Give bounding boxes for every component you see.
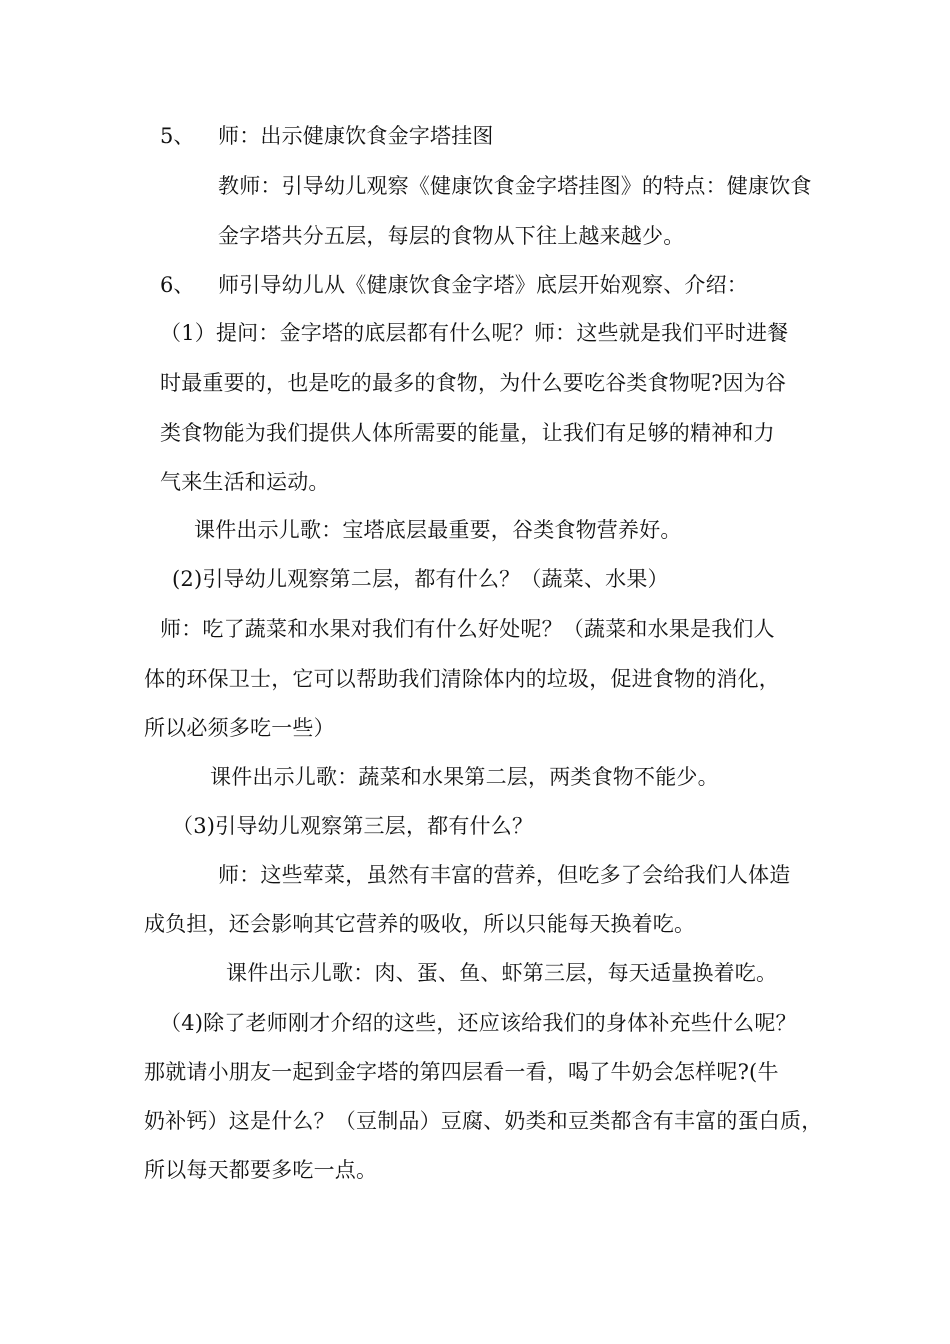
paragraph-line: 那就请小朋友一起到金字塔的第四层看一看，喝了牛奶会怎样呢?(牛 bbox=[144, 1060, 779, 1084]
rhyme-line: 课件出示儿歌：蔬菜和水果第二层，两类食物不能少。 bbox=[210, 765, 719, 789]
paragraph-line: 师：这些荤菜，虽然有丰富的营养，但吃多了会给我们人体造 bbox=[218, 863, 791, 887]
paragraph-line: 师：吃了蔬菜和水果对我们有什么好处呢？（蔬菜和水果是我们人 bbox=[160, 617, 775, 641]
paragraph-line: （3)引导幼儿观察第三层，都有什么？ bbox=[172, 814, 534, 838]
rhyme-line: 课件出示儿歌：肉、蛋、鱼、虾第三层，每天适量换着吃。 bbox=[226, 961, 778, 985]
paragraph-line: 体的环保卫士，它可以帮助我们清除体内的垃圾，促进食物的消化， bbox=[144, 667, 780, 691]
paragraph-line: 时最重要的，也是吃的最多的食物，为什么要吃谷类食物呢?因为谷 bbox=[160, 371, 787, 395]
paragraph-line: 所以必须多吃一些） bbox=[144, 716, 335, 740]
paragraph-line: 成负担，还会影响其它营养的吸收，所以只能每天换着吃。 bbox=[144, 912, 696, 936]
item-5-title: 师：出示健康饮食金字塔挂图 bbox=[218, 124, 494, 148]
paragraph-line: 奶补钙）这是什么？（豆制品）豆腐、奶类和豆类都含有丰富的蛋白质， bbox=[144, 1109, 823, 1133]
paragraph-line: 气来生活和运动。 bbox=[160, 470, 330, 494]
paragraph-line: 类食物能为我们提供人体所需要的能量，让我们有足够的精神和力 bbox=[160, 421, 775, 445]
paragraph-line: （1）提问：金字塔的底层都有什么呢？师：这些就是我们平时进餐 bbox=[160, 321, 789, 345]
paragraph-line: 教师：引导幼儿观察《健康饮食金字塔挂图》的特点：健康饮食 bbox=[218, 174, 812, 198]
paragraph-line: 金字塔共分五层，每层的食物从下往上越来越少。 bbox=[218, 224, 685, 248]
item-number-6: 6、 bbox=[160, 273, 195, 297]
paragraph-line: 所以每天都要多吃一点。 bbox=[144, 1158, 378, 1182]
item-number-5: 5、 bbox=[160, 124, 195, 148]
paragraph-line: （4)除了老师刚才介绍的这些，还应该给我们的身体补充些什么呢？ bbox=[160, 1011, 797, 1035]
item-6-title: 师引导幼儿从《健康饮食金字塔》底层开始观察、介绍： bbox=[218, 273, 748, 297]
rhyme-line: 课件出示儿歌：宝塔底层最重要，谷类食物营养好。 bbox=[194, 518, 682, 542]
paragraph-line: (2)引导幼儿观察第二层，都有什么？（蔬菜、水果） bbox=[172, 567, 669, 591]
